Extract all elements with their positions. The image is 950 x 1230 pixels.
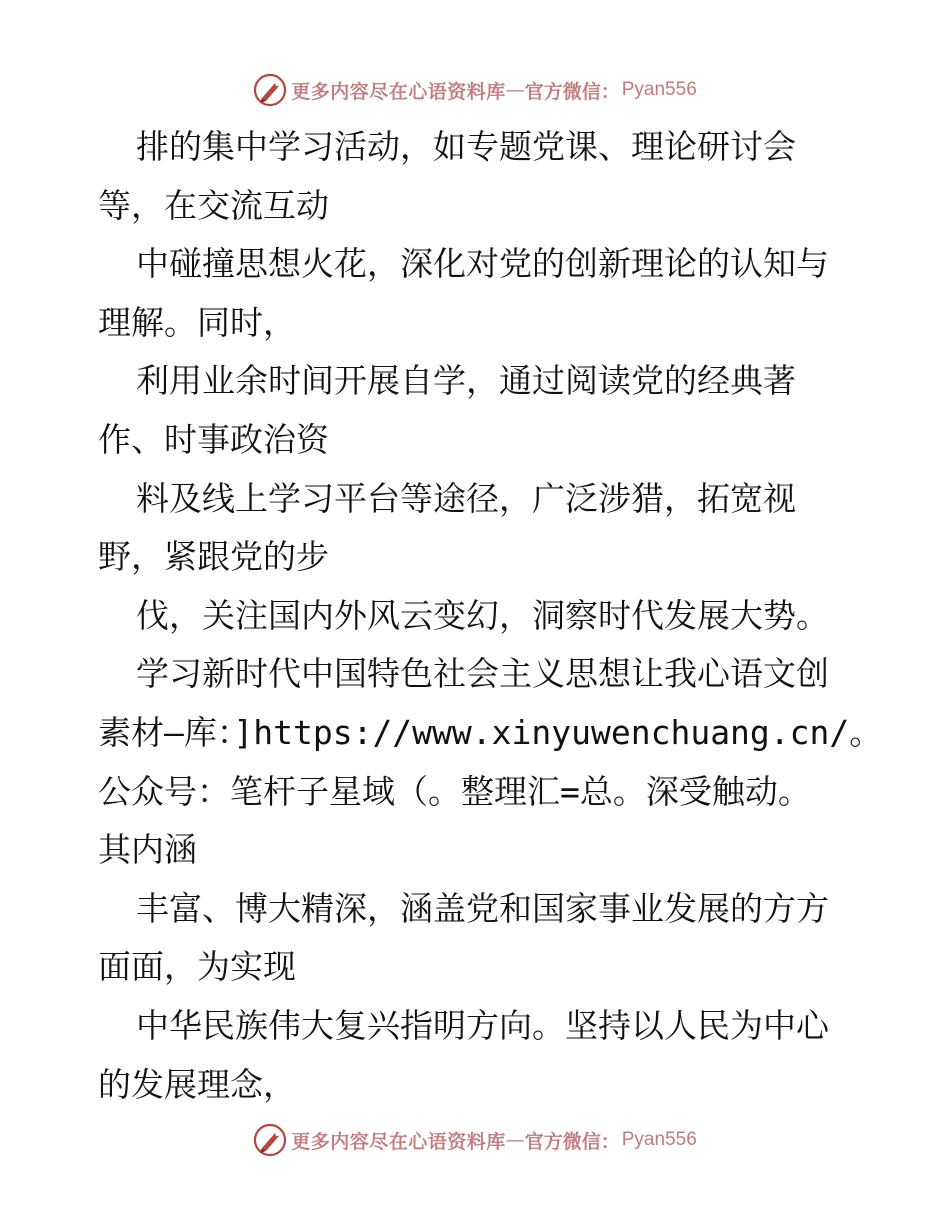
body-line: 伐，关注国内外风云变幻，洞察时代发展大势。	[136, 595, 829, 635]
pen-logo-icon	[253, 1123, 287, 1157]
footer-wechat-id: Pyan556	[621, 1129, 697, 1150]
body-line: 中华民族伟大复兴指明方向。坚持以人民为中心	[136, 1005, 829, 1045]
body-line: 作、时事政治资	[98, 419, 329, 459]
body-line: 的发展理念，	[98, 1064, 296, 1104]
body-line: 中碰撞思想火花，深化对党的创新理论的认知与	[136, 244, 829, 284]
body-line: 其内涵	[98, 830, 197, 870]
footer-wechat-label: 官方微信：	[524, 1130, 620, 1153]
body-line: 面面，为实现	[98, 947, 296, 987]
header-watermark-banner	[0, 70, 950, 110]
body-line: 丰富、博大精深，涵盖党和国家事业发展的方方	[136, 888, 829, 928]
header-banner-separator: —	[505, 79, 525, 101]
footer-banner-text: 更多内容尽在心语资料库	[291, 1130, 506, 1153]
body-line: 公众号：笔杆子星域（。整理汇=总。深受触动。	[98, 771, 811, 811]
footer-watermark-banner	[0, 1120, 950, 1160]
body-line: 利用业余时间开展自学，通过阅读党的经典著	[136, 361, 796, 401]
body-line: 理解。同时，	[98, 302, 296, 342]
header-wechat-label: 官方微信：	[524, 80, 620, 103]
header-banner-text: 更多内容尽在心语资料库	[291, 80, 506, 103]
body-line: 学习新时代中国特色社会主义思想让我心语文创	[136, 654, 829, 694]
body-line: 素材—库：]https://www.xinyuwenchuang.cn/。	[98, 712, 883, 752]
body-line: 野，紧跟党的步	[98, 537, 329, 577]
document-body	[98, 118, 883, 1114]
header-wechat-id: Pyan556	[621, 79, 697, 100]
body-line: 等，在交流互动	[98, 185, 329, 225]
body-line: 料及线上学习平台等途径，广泛涉猎，拓宽视	[136, 478, 796, 518]
pen-logo-icon	[253, 73, 287, 107]
body-line: 排的集中学习活动，如专题党课、理论研讨会	[136, 127, 796, 166]
footer-banner-separator: —	[505, 1129, 525, 1151]
